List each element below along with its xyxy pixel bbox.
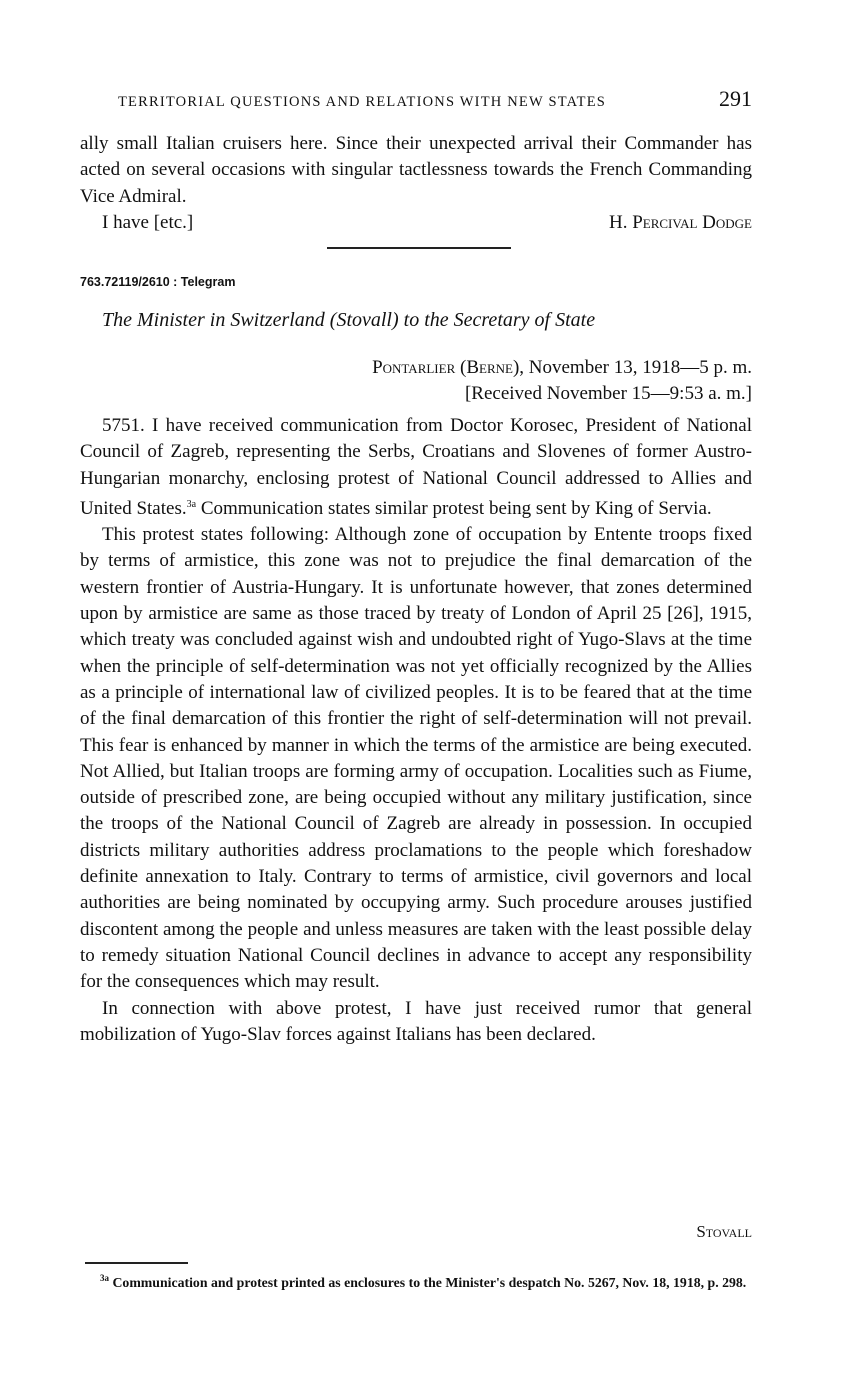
footnote-text: Communication and protest printed as enclosures to the Minister's despatch No. 5267, Nov. 18, 1918, p. 298.	[112, 1275, 747, 1290]
telegram-body	[80, 413, 752, 1048]
document-heading: The Minister in Switzerland (Stovall) to the Secretary of State	[102, 309, 596, 331]
body-paragraph-2: This protest states following: Although zone of occupation by Entente troops fixed by terms of armistice, this zone was not to prejudice the final demarcation of the western frontier of Austria-Hungary. It is unfortunate however, that zones determined upon by armistice are same as those traced by treaty of London of April 25 [26], 1915, which treaty was concluded against wish and undoubted right of Yugo-Slavs at the time when the principle of self-determination was not yet officially recognized by the Allies as a principle of international law of civilized peoples. It is to be feared that at the time of the final demarcation of this frontier the right of self-determination will not prevail. This fear is enhanced by manner in which the terms of the armistice are being executed. Not Allied, but Italian troops are forming army of occupation. Localities such as Fiume, outside of prescribed zone, are being occupied without any military justification, since the troops of the National Council of Zagreb are already in possession. In occupied districts military authorities address proclamations to the people which foreshadow definite annexation to Italy. Contrary to terms of armistice, civil governors and local authorities are being nominated by occupying army. Such procedure arouses justified discontent among the people and unless measures are taken with the least possible delay to remedy situation National Council declines in advance to accept any responsibility for the consequences which may result.	[80, 524, 752, 993]
footnote-divider	[85, 1262, 188, 1264]
section-divider	[327, 247, 511, 249]
footnote	[80, 1270, 752, 1291]
page-number: 291	[719, 86, 752, 111]
intro-paragraph: ally small Italian cruisers here. Since their unexpected arrival their Commander has acted on several occasions with singular tactlessness towards the French Commanding Vice Admiral.	[80, 133, 752, 207]
footnote-mark: 3a	[100, 1273, 109, 1283]
running-head-title: TERRITORIAL QUESTIONS AND RELATIONS WITH NEW STATES	[118, 94, 607, 110]
dateline	[372, 355, 752, 407]
body-paragraph-1-text: 5751. I have received communication from Doctor Korosec, President of National Council of Zagreb, representing the Serbs, Croatians and Slovenes of former Austro-Hungarian monarchy, enclosing protest of National Council addressed to Allies and United States.	[80, 415, 752, 519]
footnote-ref: 3a	[186, 498, 197, 510]
body-paragraph-1	[80, 413, 752, 522]
received-note: [Received November 15—9:53 a. m.]	[464, 383, 752, 404]
body-paragraph-3: In connection with above protest, I have just received rumor that general mobilization of Yugo-Slav forces against Italians has been declared.	[80, 997, 752, 1045]
dateline-place: Pontarlier (Berne),	[372, 357, 525, 378]
running-head	[80, 86, 752, 116]
telegram-signature: Stovall	[696, 1222, 752, 1241]
file-number: 763.72119/2610 : Telegram	[80, 275, 236, 289]
dateline-date: November 13, 1918—5 p. m.	[528, 357, 752, 378]
closing-formula: I have [etc.]	[102, 212, 194, 233]
intro-paragraph-block	[80, 131, 752, 210]
intro-closing-row	[80, 210, 752, 236]
signer-name: H. Percival Dodge	[608, 212, 752, 233]
body-paragraph-1-tail: Communication states similar protest being sent by King of Servia.	[196, 497, 712, 519]
